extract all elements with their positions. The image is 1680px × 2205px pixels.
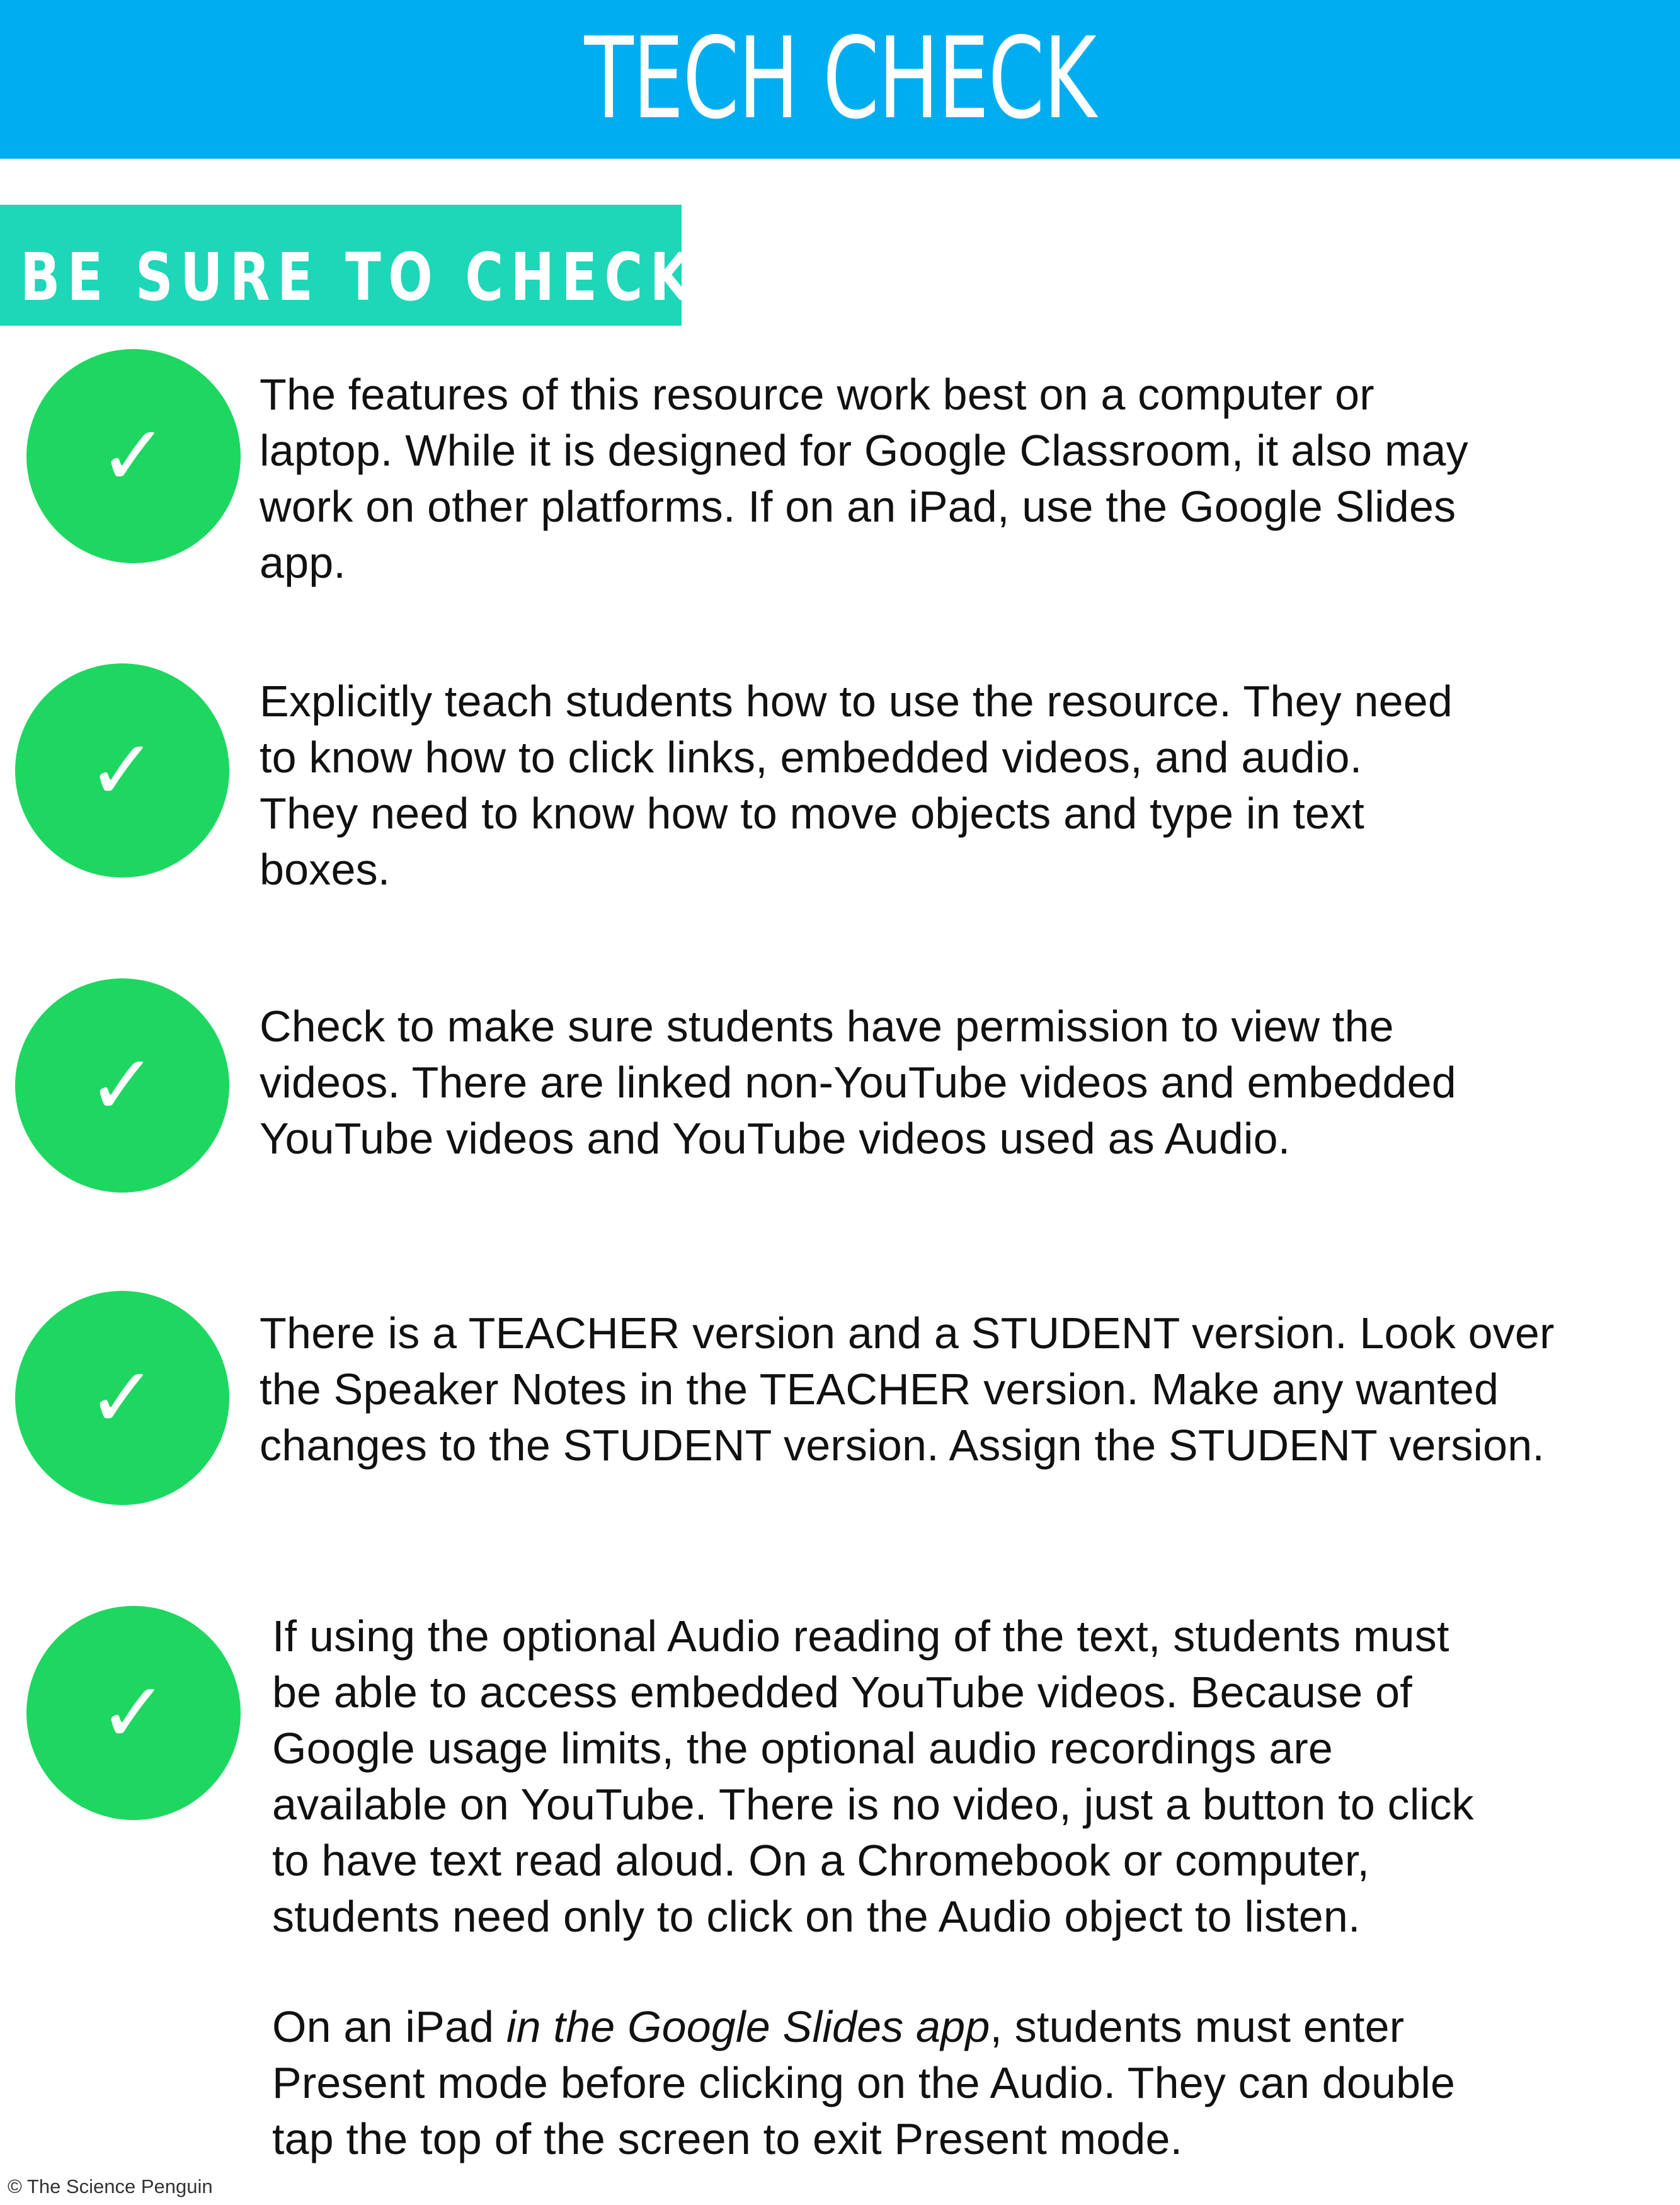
page-title: TECH CHECK [584, 13, 1096, 144]
check-circle [15, 978, 229, 1193]
note-prefix: On an iPad [272, 2002, 506, 2051]
check-circle [26, 349, 241, 563]
check-item-note [272, 1999, 1664, 2167]
section-label: BE SURE TO CHECK: [20, 239, 726, 316]
check-circle [26, 1606, 241, 1820]
check-item-text: Explicitly teach students how to use the resource. They need to know how to click links, embedded videos, and audio. They need to know how to move objects and type in text boxes. [260, 677, 1453, 894]
checkmark-icon: ✓ [98, 1664, 169, 1761]
check-circle [15, 1291, 229, 1505]
header-bar [0, 0, 1680, 159]
section-label-box [0, 205, 726, 326]
checkmark-icon: ✓ [87, 1349, 157, 1446]
check-item-text: Check to make sure students have permission to view the videos. There are linked non-YouTube videos and embedded YouTube videos and YouTube videos used as Audio. [260, 1002, 1456, 1163]
check-item-text: If using the optional Audio reading of the text, students must be able to access embedded YouTube videos. Because of Google usage limits, the optional audio recordings are available on YouTube. There is no video, just a button to click to have text read aloud. On a Chromebook or computer, students need only to click on the Audio object to listen. [272, 1612, 1474, 1941]
check-item-text: The features of this resource work best on a computer or laptop. While it is designed for Google Classroom, it also may work on other platforms. If on an iPad, use the Google Slides app. [260, 370, 1468, 587]
note-suffix: , students must enter Present mode before clicking on the Audio. They can double tap the top of the screen to exit Present mode. [272, 2002, 1456, 2163]
check-item-text: There is a TEACHER version and a STUDENT version. Look over the Speaker Notes in the TEACHER version. Make any wanted changes to the STUDENT version. Assign the STUDENT version. [260, 1309, 1555, 1470]
check-circle [15, 663, 229, 878]
note-italic: in the Google Slides app [506, 2002, 990, 2051]
copyright-notice: © The Science Penguin [8, 2175, 213, 2197]
checkmark-icon: ✓ [98, 408, 169, 505]
checkmark-icon: ✓ [87, 1037, 157, 1134]
checkmark-icon: ✓ [87, 722, 157, 819]
